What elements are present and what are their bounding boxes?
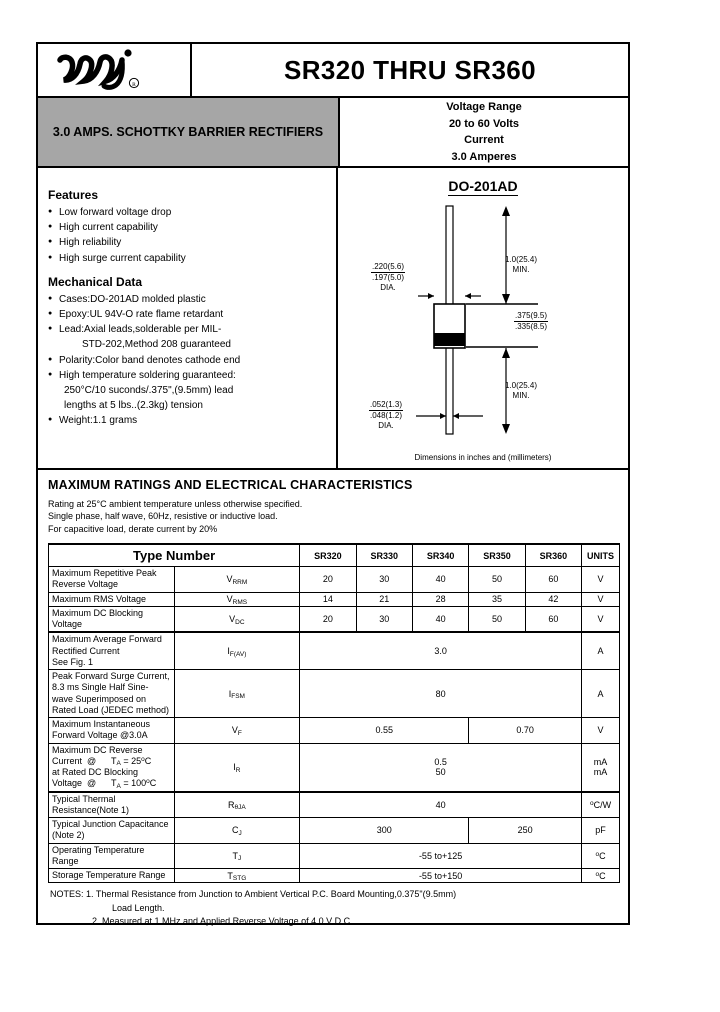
row-symbol: $I_{FSM}$ — [174, 670, 300, 718]
cell-value: 30 — [356, 606, 412, 632]
package-drawing — [338, 168, 628, 468]
lead-diameter-max: .052(1.3) — [369, 400, 403, 409]
row-symbol: $C_J$ — [174, 818, 300, 844]
body-diameter-label: DIA. — [380, 283, 396, 292]
cell-value: 20 — [300, 567, 356, 593]
features-and-drawing — [38, 168, 628, 470]
cell-unit: $^o$C/W — [582, 792, 620, 818]
spec-current-label: Current — [464, 134, 504, 146]
column-header-sr320: SR320 — [300, 544, 356, 567]
list-item-continuation: 250°C/10 suconds/.375",(9.5mm) lead — [64, 384, 234, 396]
row-symbol: $I_R$ — [174, 743, 300, 792]
list-item: ● Cases:DO-201AD molded plastic — [48, 292, 336, 307]
row-symbol: $V_{RMS}$ — [174, 592, 300, 606]
characteristics-table — [48, 543, 620, 883]
table-row — [49, 606, 620, 632]
cell-value: 50 — [469, 606, 525, 632]
package-title — [338, 178, 628, 194]
cell-unit: V — [582, 592, 620, 606]
cell-unit: V — [582, 567, 620, 593]
row-label: Maximum DC Blocking Voltage — [49, 606, 175, 632]
cell-value: 40 — [412, 567, 468, 593]
spec-voltage-range-value: 20 to 60 Volts — [448, 117, 520, 130]
table-row — [49, 869, 620, 883]
row-symbol: $T_{STG}$ — [174, 869, 300, 883]
dimensions-note: Dimensions in inches and (millimeters) — [414, 453, 552, 462]
logo-cell — [38, 44, 192, 96]
list-item: ● Weight:1.1 grams — [48, 413, 336, 428]
features-heading: Features — [48, 188, 99, 202]
notes-line-1 — [50, 888, 628, 902]
list-item-continuation: lengths at 5 lbs..(2.3kg) tension — [64, 400, 203, 412]
cell-value: 14 — [300, 592, 356, 606]
body-diameter-max: .220(5.6) — [371, 262, 405, 271]
row-label-line2: See Fig. 1 — [52, 656, 94, 667]
bottom-lead-length-value: 1.0(25.4) — [504, 381, 538, 390]
mechanical-heading: Mechanical Data — [48, 274, 143, 289]
bottom-lead-length-dimension — [478, 381, 564, 401]
cell-value: 30 — [356, 567, 412, 593]
row-symbol: $R_{\theta JA}$ — [174, 792, 300, 818]
cell-value: 300 — [300, 818, 469, 844]
list-item: ● High current capability — [48, 220, 336, 235]
table-row — [49, 718, 620, 744]
body-length-max: .375(9.5) — [514, 311, 548, 320]
body-length-min: .335(8.5) — [514, 322, 548, 331]
cell-unit: A — [582, 670, 620, 718]
product-description-text: 3.0 AMPS. SCHOTTKY BARRIER RECTIFIERS — [52, 124, 324, 139]
product-band — [38, 98, 628, 168]
row-label-line1: Maximum Average Forward Rectified Current — [52, 634, 162, 656]
table-row — [49, 743, 620, 792]
column-header-type-number: Type Number — [49, 544, 300, 567]
row-label: Storage Temperature Range — [49, 869, 175, 883]
cell-value — [300, 743, 582, 792]
note-1-continuation: Load Length. — [112, 902, 165, 913]
mechanical-list — [48, 292, 336, 429]
column-header-sr340: SR340 — [412, 544, 468, 567]
cell-unit-line1: mA — [593, 757, 608, 768]
cell-value: -55 to+150 — [300, 869, 582, 883]
cell-unit: $^o$C — [582, 843, 620, 869]
ratings-condition-2: Single phase, half wave, 60Hz, resistive or inductive load. — [48, 511, 278, 522]
lead-diameter-min: .048(1.2) — [369, 411, 403, 420]
list-item: ● High temperature soldering guaranteed: — [48, 368, 336, 383]
list-item: ● High surge current capability — [48, 251, 336, 266]
lead-diameter-dimension — [352, 400, 420, 431]
row-label — [49, 743, 175, 792]
ratings-condition-1: Rating at 25°C ambient temperature unless otherwise specified. — [48, 499, 303, 509]
spec-current-value: 3.0 Amperes — [451, 150, 517, 163]
cell-value: 42 — [525, 592, 581, 606]
cell-value: 40 — [300, 792, 582, 818]
cell-value-line2: 50 — [435, 767, 446, 778]
cell-value: 250 — [469, 818, 582, 844]
table-row — [49, 670, 620, 718]
table-row — [49, 632, 620, 669]
cell-value: 21 — [356, 592, 412, 606]
row-symbol: $V_{DC}$ — [174, 606, 300, 632]
ratings-section — [38, 470, 628, 539]
cell-value: 35 — [469, 592, 525, 606]
row-label: Typical Thermal Resistance(Note 1) — [49, 792, 175, 818]
page-title — [192, 44, 628, 96]
cell-value: 50 — [469, 567, 525, 593]
table-row — [49, 818, 620, 844]
cell-value: 20 — [300, 606, 356, 632]
row-label: Typical Junction Capacitance (Note 2) — [49, 818, 175, 844]
table-header-row — [49, 544, 620, 567]
cell-value: 0.55 — [300, 718, 469, 744]
list-item: ● Epoxy:UL 94V-O rate flame retardant — [48, 307, 336, 322]
datasheet-page — [36, 42, 630, 925]
body-diameter-dimension — [352, 262, 424, 293]
package-title-text: DO-201AD — [448, 178, 518, 194]
yj-script-logo-icon — [52, 48, 162, 92]
row-label-line2: wave Superimposed on Rated Load (JEDEC method) — [52, 693, 170, 715]
column-header-sr330: SR330 — [356, 544, 412, 567]
row-label: Maximum Instantaneous Forward Voltage @3.0A — [49, 718, 175, 744]
list-item: ● Low forward voltage drop — [48, 205, 336, 220]
row-symbol: $I_{F(AV)}$ — [174, 632, 300, 669]
top-lead-length-value: 1.0(25.4) — [504, 255, 538, 264]
body-length-dimension — [488, 311, 574, 332]
cell-unit: A — [582, 632, 620, 669]
column-header-units: UNITS — [582, 544, 620, 567]
list-item: ● High reliability — [48, 235, 336, 250]
column-header-sr350: SR350 — [469, 544, 525, 567]
features-list — [48, 205, 336, 266]
cell-value: 60 — [525, 606, 581, 632]
row-label-line2: at Rated DC Blocking Voltage @ $T_A = 100^oC$ — [52, 767, 157, 790]
top-lead-length-min: MIN. — [512, 265, 530, 274]
row-label: Maximum RMS Voltage — [49, 592, 175, 606]
row-label-line1: Peak Forward Surge Current, 8.3 ms Single Half Sine- — [52, 671, 170, 693]
cell-unit — [582, 743, 620, 792]
body-diameter-min: .197(5.0) — [371, 273, 405, 282]
ratings-title: MAXIMUM RATINGS AND ELECTRICAL CHARACTERISTICS — [48, 478, 413, 492]
product-description — [38, 98, 340, 166]
row-label — [49, 670, 175, 718]
note-2-text: 2. Measured at 1 MHz and Applied Reverse Voltage of 4.0 V D.C. — [92, 916, 353, 927]
top-lead-length-dimension — [478, 255, 564, 275]
lead-diameter-label: DIA. — [378, 421, 394, 430]
cell-value: 3.0 — [300, 632, 582, 669]
cell-unit: $^o$C — [582, 869, 620, 883]
cell-unit: V — [582, 606, 620, 632]
table-row — [49, 792, 620, 818]
row-symbol: $T_J$ — [174, 843, 300, 869]
spec-voltage-range-label: Voltage Range — [446, 101, 522, 113]
ratings-condition-3: For capacitive load, derate current by 20% — [48, 523, 218, 534]
list-item: ● Polarity:Color band denotes cathode end — [48, 353, 336, 368]
cell-unit: V — [582, 718, 620, 744]
cell-unit-line2: mA — [593, 767, 608, 778]
note-1-text: 1. Thermal Resistance from Junction to Ambient Vertical P.C. Board Mounting,0.375"(9.5mm) — [86, 889, 457, 900]
row-label: Operating Temperature Range — [49, 843, 175, 869]
row-symbol: $V_{RRM}$ — [174, 567, 300, 593]
row-label: Maximum Repetitive Peak Reverse Voltage — [49, 567, 175, 593]
list-item: ● Lead:Axial leads,solderable per MIL- — [48, 322, 336, 337]
page-title-text: SR320 THRU SR360 — [283, 54, 537, 85]
product-specs — [340, 98, 628, 166]
notes-label: NOTES: — [50, 889, 84, 900]
column-header-sr360: SR360 — [525, 544, 581, 567]
cell-value: 60 — [525, 567, 581, 593]
cell-value: -55 to+125 — [300, 843, 582, 869]
cell-value-line1: 0.5 — [434, 757, 447, 768]
cell-value: 80 — [300, 670, 582, 718]
svg-text:R: R — [132, 82, 136, 88]
row-label-line1: Maximum DC Reverse Current @ $T_A = 25^oC$ — [52, 744, 152, 768]
row-label — [49, 632, 175, 669]
list-item-continuation: STD-202,Method 208 guaranteed — [82, 339, 231, 351]
bottom-lead-length-min: MIN. — [512, 391, 530, 400]
cell-value: 28 — [412, 592, 468, 606]
cell-value: 0.70 — [469, 718, 582, 744]
table-row — [49, 592, 620, 606]
cell-unit: pF — [582, 818, 620, 844]
page-header — [38, 44, 628, 98]
row-symbol: $V_F$ — [174, 718, 300, 744]
table-row — [49, 567, 620, 593]
cell-value: 40 — [412, 606, 468, 632]
notes-section — [50, 888, 628, 929]
features-panel — [38, 168, 338, 468]
table-row — [49, 843, 620, 869]
